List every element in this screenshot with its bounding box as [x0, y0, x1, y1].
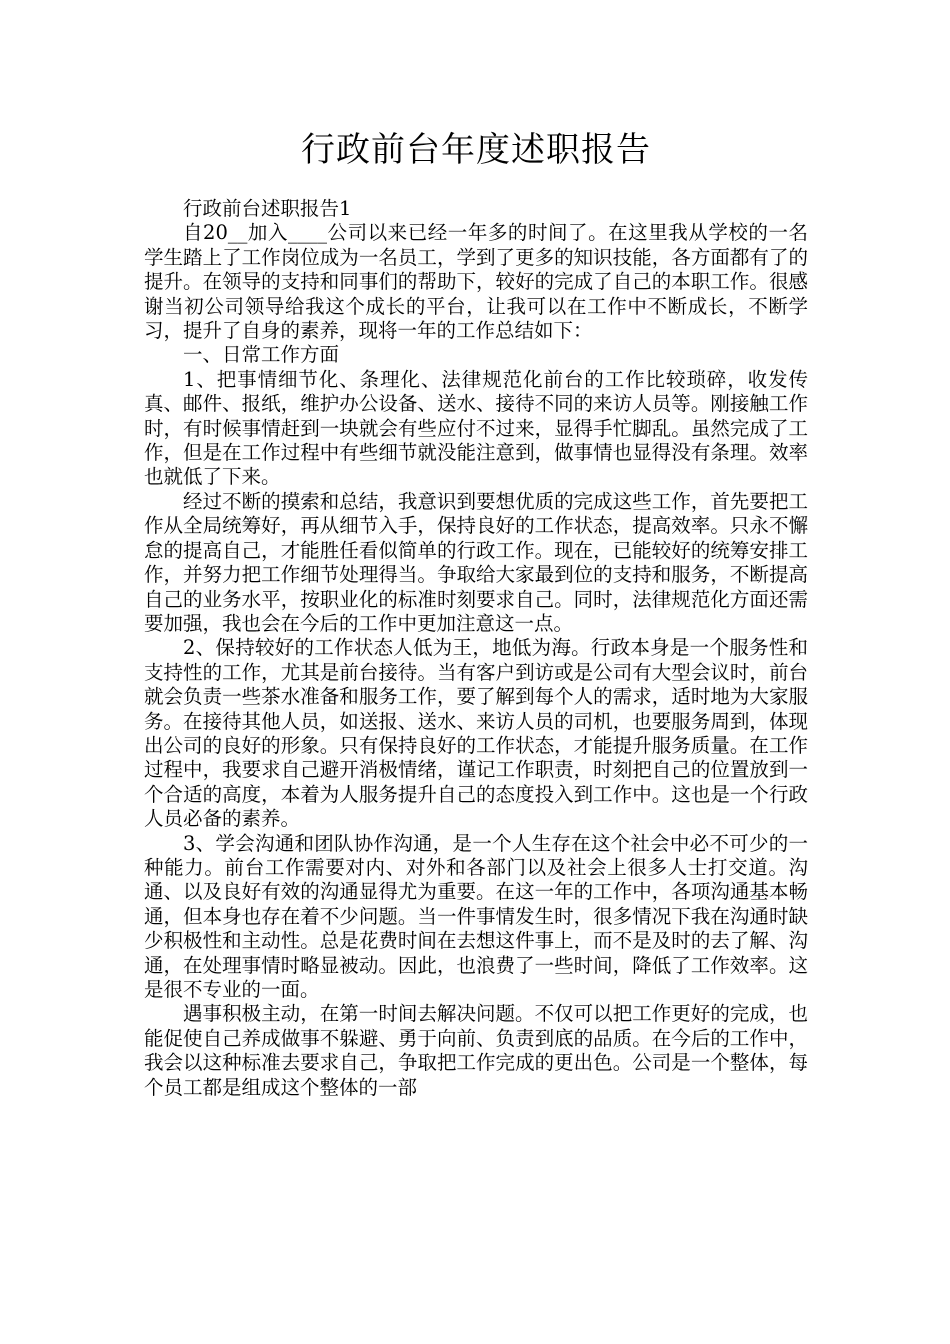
- paragraph-item-2: 2、保持较好的工作状态人低为王，地低为海。行政本身是一个服务性和支持性的工作，尤其是前台接待。当有客户到访或是公司有大型会议时，前台就会负责一些茶水准备和服务工作，要了解到每个人的需求，适时地为大家服务。在接待其他人员，如送报、送水、来访人员的司机，也要服务周到，体现出公司的良好的形象。只有保持良好的工作状态，才能提升服务质量。在工作过程中，我要求自己避开消极情绪，谨记工作职责，时刻把自己的位置放到一个合适的高度，本着为人服务提升自己的态度投入到工作中。这也是一个行政人员必备的素养。: [144, 636, 808, 831]
- intro-paragraph: 自20__加入____公司以来已经一年多的时间了。在这里我从学校的一名学生踏上了工作岗位成为一名员工，学到了更多的知识技能，各方面都有了的提升。在领导的支持和同事们的帮助下，较好的完成了自己的本职工作。很感谢当初公司领导给我这个成长的平台，让我可以在工作中不断成长，不断学习，提升了自身的素养，现将一年的工作总结如下：: [144, 221, 808, 343]
- paragraph-item-1: 1、把事情细节化、条理化、法律规范化前台的工作比较琐碎，收发传真、邮件、报纸，维护办公设备、送水、接待不同的来访人员等。刚接触工作时，有时候事情赶到一块就会有些应付不过来，显得手忙脚乱。虽然完成了工作，但是在工作过程中有些细节就没能注意到，做事情也显得没有条理。效率也就低了下来。: [144, 367, 808, 489]
- document-body: [144, 197, 808, 1100]
- document-title: 行政前台年度述职报告: [301, 130, 651, 170]
- paragraph-item-3: 3、学会沟通和团队协作沟通，是一个人生存在这个社会中必不可少的一种能力。前台工作需要对内、对外和各部门以及社会上很多人士打交道。沟通、以及良好有效的沟通显得尤为重要。在这一年的工作中，各项沟通基本畅通，但本身也存在着不少问题。当一件事情发生时，很多情况下我在沟通时缺少积极性和主动性。总是花费时间在去想这件事上，而不是及时的去了解、沟通，在处理事情时略显被动。因此，也浪费了一些时间，降低了工作效率。这是很不专业的一面。: [144, 831, 808, 1001]
- paragraph-item-1-continued: 经过不断的摸索和总结，我意识到要想优质的完成这些工作，首先要把工作从全局统筹好，再从细节入手，保持良好的工作状态，提高效率。只永不懈怠的提高自己，才能胜任看似简单的行政工作。现在，已能较好的统筹安排工作，并努力把工作细节处理得当。争取给大家最到位的支持和服务，不断提高自己的业务水平，按职业化的标准时刻要求自己。同时，法律规范化方面还需要加强，我也会在今后的工作中更加注意这一点。: [144, 489, 808, 635]
- report-subtitle: 行政前台述职报告1: [183, 197, 352, 220]
- paragraph-item-3-continued: 遇事积极主动，在第一时间去解决问题。不仅可以把工作更好的完成，也能促使自己养成做事不躲避、勇于向前、负责到底的品质。在今后的工作中，我会以这种标准去要求自己，争取把工作完成的更出色。公司是一个整体，每个员工都是组成这个整体的一部: [144, 1002, 808, 1099]
- section-heading-daily-work: 一、日常工作方面: [183, 343, 340, 367]
- document-page: [144, 0, 808, 1100]
